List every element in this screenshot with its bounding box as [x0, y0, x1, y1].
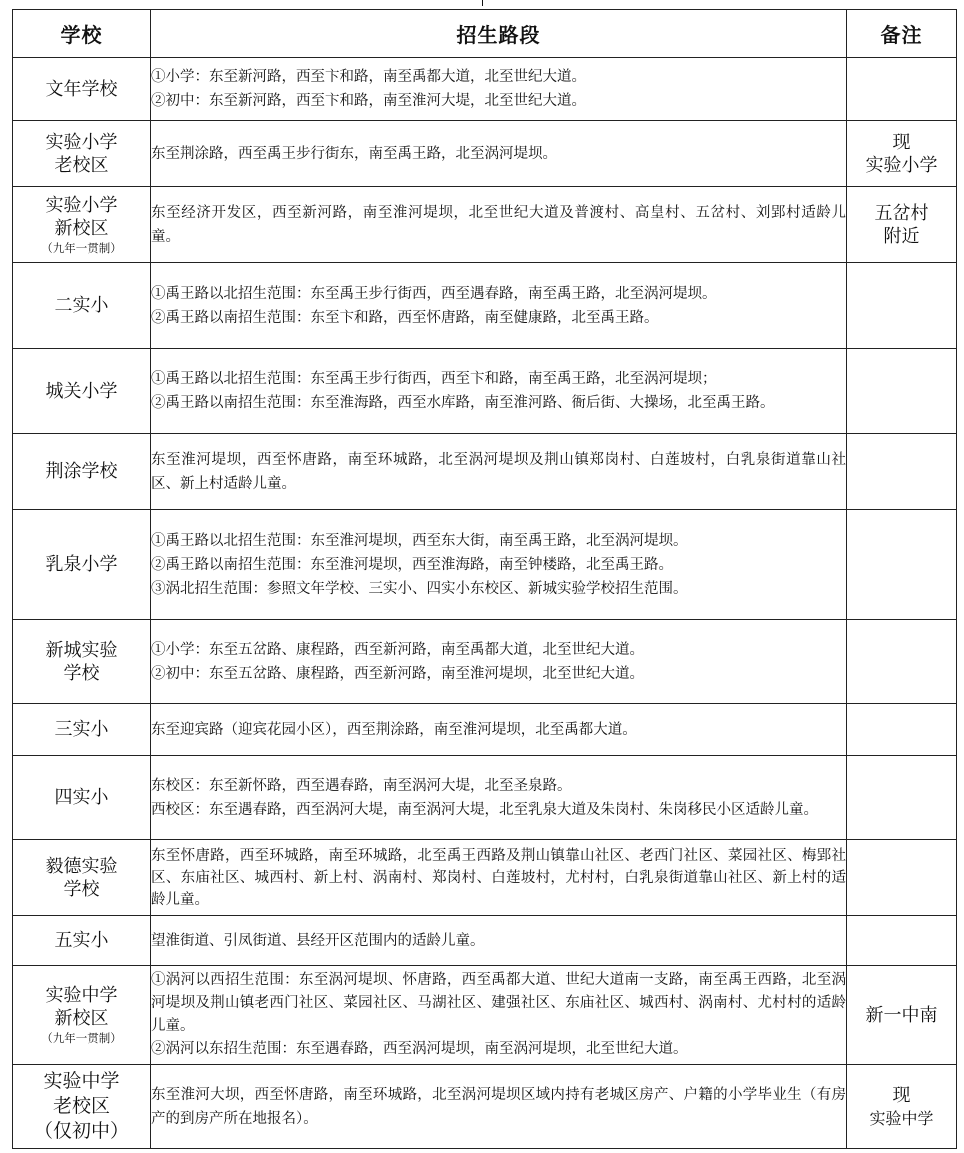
school-name: 四实小 [54, 787, 109, 808]
school-name: 文年学校 [45, 78, 118, 100]
table-row [13, 263, 957, 349]
note-cell [847, 263, 957, 349]
route-line: ①禹王路以北招生范围：东至禹王步行街西，西至卞和路，南至禹王路，北至涡河堤坝； [151, 371, 717, 387]
route-cell [151, 510, 847, 620]
route-line: ②初中：东至新河路，西至卞和路，南至淮河大堤，北至世纪大道。 [151, 93, 586, 109]
route-cell [151, 966, 847, 1065]
note-cell [847, 704, 957, 756]
enrollment-zone-table [12, 9, 957, 1149]
school-name: 新校区 [54, 1008, 109, 1029]
school-name: 老校区 [52, 1095, 110, 1117]
school-name: 毅德实验 [45, 855, 118, 877]
route-cell [151, 916, 847, 966]
school-cell [13, 349, 151, 434]
header-route: 招生路段 [151, 10, 847, 58]
route-cell [151, 1065, 847, 1149]
table-row [13, 620, 957, 704]
school-cell [13, 840, 151, 916]
route-line: 望淮街道、引凤街道、县经开区范围内的适龄儿童。 [151, 932, 485, 949]
route-line: ①禹王路以北招生范围：东至淮河堤坝，西至东大街，南至禹王路，北至涡河堤坝。 [151, 532, 688, 549]
table-row [13, 434, 957, 510]
school-cell [13, 434, 151, 510]
route-cell [151, 620, 847, 704]
table-row [13, 966, 957, 1065]
note-text: 现 [892, 131, 911, 153]
school-name: 城关小学 [45, 380, 118, 402]
table-row [13, 187, 957, 263]
school-cell [13, 704, 151, 756]
table-row [13, 756, 957, 840]
top-edge-mark [482, 0, 483, 6]
route-line: 东校区：东至新怀路，西至遇春路，南至涡河大堤，北至圣泉路。 [151, 777, 572, 794]
school-name: 实验小学 [45, 194, 118, 216]
school-name: （仅初中） [33, 1120, 129, 1142]
school-name: 实验小学 [45, 131, 118, 153]
note-cell [847, 966, 957, 1065]
school-name: 三实小 [54, 719, 109, 740]
note-cell [847, 58, 957, 121]
table-row [13, 121, 957, 187]
route-line: 东至迎宾路（迎宾花园小区），西至荆涂路，南至淮河堤坝，北至禹都大道。 [151, 721, 637, 738]
note-cell [847, 349, 957, 434]
route-line: 东至荆涂路，西至禹王步行街东，南至禹王路，北至涡河堤坝。 [151, 145, 557, 162]
route-cell [151, 349, 847, 434]
school-name: 荆涂学校 [45, 461, 118, 482]
table-row [13, 916, 957, 966]
school-cell [13, 620, 151, 704]
route-cell [151, 434, 847, 510]
school-subtitle: （九年一贯制） [41, 1031, 122, 1045]
table-row [13, 58, 957, 121]
school-name: 实验中学 [45, 985, 118, 1006]
note-cell [847, 840, 957, 916]
route-line: ①小学：东至五岔路、康程路，西至新河路，南至禹都大道，北至世纪大道。 [151, 641, 644, 658]
header-school: 学校 [13, 10, 151, 58]
school-cell [13, 916, 151, 966]
school-cell [13, 966, 151, 1065]
route-cell [151, 58, 847, 121]
table-row [13, 704, 957, 756]
school-cell [13, 121, 151, 187]
table-row [13, 840, 957, 916]
note-text: 新一中南 [865, 1004, 938, 1026]
note-cell [847, 756, 957, 840]
route-line: ①禹王路以北招生范围：东至禹王步行街西，西至遇春路，南至禹王路，北至涡河堤坝。 [151, 285, 717, 302]
school-name: 二实小 [54, 295, 109, 316]
note-cell [847, 1065, 957, 1149]
school-name: 新校区 [54, 217, 109, 239]
school-name: 乳泉小学 [45, 554, 118, 575]
route-line: ①小学：东至新河路，西至卞和路，南至禹都大道，北至世纪大道。 [151, 69, 586, 85]
route-line: ①涡河以西招生范围：东至涡河堤坝、怀唐路，西至禹都大道、世纪大道南一支路，南至禹王西路，北至涡河堤坝及荆山镇老西门社区、菜园社区、马湖社区、建强社区、东庙社区、城西村、涡南村、尤村村的适龄儿童。 [151, 972, 846, 1034]
note-text: 现 [892, 1084, 911, 1106]
note-cell [847, 916, 957, 966]
note-cell [847, 510, 957, 620]
school-name: 五实小 [54, 930, 109, 951]
route-cell [151, 756, 847, 840]
school-name: 老校区 [54, 154, 109, 176]
route-line: ②禹王路以南招生范围：东至卞和路，西至怀唐路，南至健康路，北至禹王路。 [151, 309, 659, 326]
school-cell [13, 510, 151, 620]
route-line: 西校区：东至遇春路，西至涡河大堤，南至涡河大堤，北至乳泉大道及朱岗村、朱岗移民小区适龄儿童。 [151, 801, 818, 818]
note-cell [847, 434, 957, 510]
route-line: ②禹王路以南招生范围：东至淮海路，西至水库路，南至淮河路、衙后街、大操场，北至禹王路。 [151, 395, 775, 411]
note-cell [847, 620, 957, 704]
route-line: 东至经济开发区，西至新河路，南至淮河堤坝，北至世纪大道及普渡村、高皇村、五岔村、刘郢村适龄儿童。 [151, 204, 846, 245]
route-line: 东至淮河堤坝，西至怀唐路，南至环城路，北至涡河堤坝及荆山镇郑岗村、白莲坡村，白乳泉街道靠山社区、新上村适龄儿童。 [151, 451, 846, 492]
note-text: 五岔村 [874, 202, 929, 224]
note-cell [847, 121, 957, 187]
route-cell [151, 704, 847, 756]
route-line: ②涡河以东招生范围：东至遇春路，西至涡河堤坝，南至涡河堤坝，北至世纪大道。 [151, 1041, 688, 1057]
header-note: 备注 [847, 10, 957, 58]
school-name: 实验中学 [43, 1070, 120, 1092]
route-cell [151, 263, 847, 349]
note-text: 实验小学 [865, 154, 938, 176]
note-text: 附近 [883, 225, 920, 247]
route-line: ②禹王路以南招生范围：东至淮河堤坝，西至淮海路，南至钟楼路，北至禹王路。 [151, 556, 673, 573]
school-name: 学校 [63, 662, 100, 684]
route-line: ③涡北招生范围：参照文年学校、三实小、四实小东校区、新城实验学校招生范围。 [151, 580, 688, 597]
school-name: 学校 [63, 878, 100, 900]
table-row [13, 349, 957, 434]
school-name: 新城实验 [45, 639, 118, 661]
table-row [13, 510, 957, 620]
school-cell [13, 1065, 151, 1149]
table-row [13, 1065, 957, 1149]
route-cell [151, 840, 847, 916]
route-cell [151, 187, 847, 263]
route-line: ②初中：东至五岔路、康程路，西至新河路，南至淮河堤坝，北至世纪大道。 [151, 665, 644, 682]
school-cell [13, 187, 151, 263]
route-line: 东至怀唐路，西至环城路，南至环城路，北至禹王西路及荆山镇靠山社区、老西门社区、菜园社区、梅郢社区、东庙社区、城西村、新上村、涡南村、郑岗村、白莲坡村，尤村村，白乳泉街道靠山社区、新上村的适龄儿童。 [151, 847, 846, 908]
school-cell [13, 263, 151, 349]
header-row [13, 10, 957, 58]
note-cell [847, 187, 957, 263]
school-cell [13, 58, 151, 121]
school-subtitle: （九年一贯制） [41, 240, 122, 255]
route-line: 东至淮河大坝，西至怀唐路，南至环城路，北至涡河堤坝区域内持有老城区房产、户籍的小学毕业生（有房产的到房产所在地报名）。 [151, 1086, 846, 1127]
route-cell [151, 121, 847, 187]
school-cell [13, 756, 151, 840]
note-text: 实验中学 [869, 1108, 934, 1128]
